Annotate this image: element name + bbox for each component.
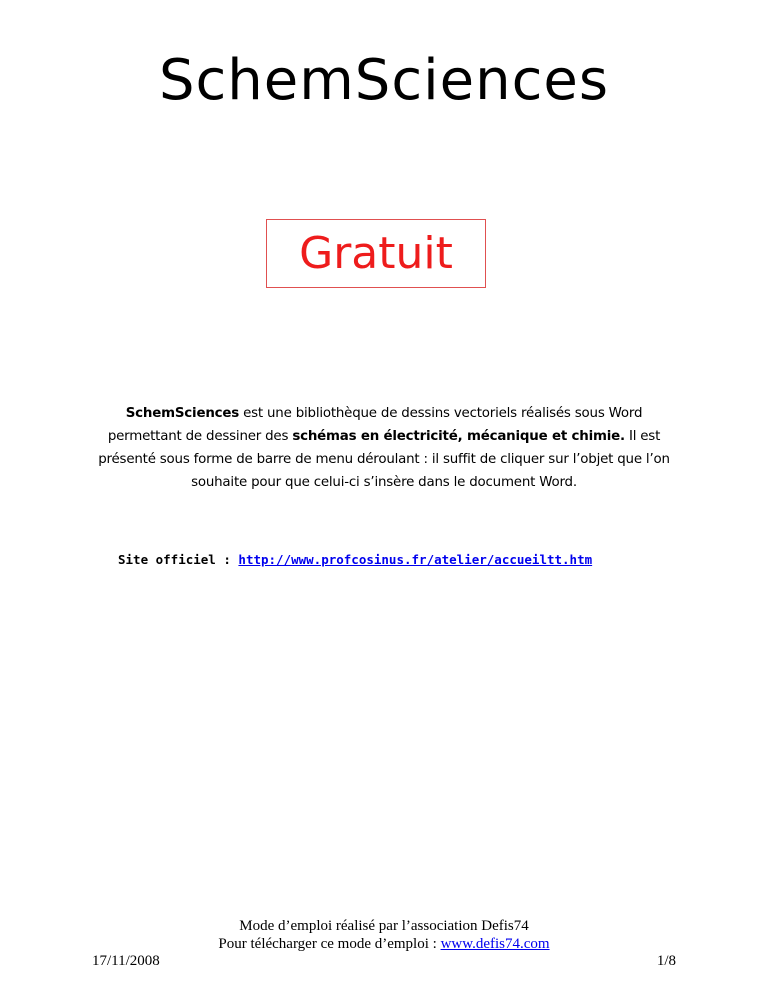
footer-download-link[interactable]: www.defis74.com <box>440 936 550 952</box>
footer-download-label: Pour télécharger ce mode d’emploi : <box>218 936 441 952</box>
footer-line-1: Mode d’emploi réalisé par l’association Defis74 <box>239 918 529 934</box>
footer-line-2 <box>0 935 768 953</box>
footer-credits <box>0 917 768 953</box>
site-label: Site officiel : <box>118 552 231 567</box>
product-name: SchemSciences <box>125 406 240 421</box>
page-number: 1/8 <box>656 953 676 969</box>
footer-date: 17/11/2008 <box>92 953 160 969</box>
description-text-2: Il est présenté sous forme de barre de menu déroulant : il suffit de cliquer sur l’objet que l’on souhaite pour que celui-ci s’insère dans le document Word. <box>98 429 670 490</box>
free-badge-label: Gratuit <box>299 228 453 279</box>
site-link[interactable]: http://www.profcosinus.fr/atelier/accueiltt.htm <box>238 552 593 567</box>
official-site <box>118 552 592 567</box>
description-paragraph <box>92 402 676 494</box>
description-highlight: schémas en électricité, mécanique et chimie. <box>292 429 625 444</box>
document-title: SchemSciences <box>158 48 610 113</box>
description-text-1: est une bibliothèque de dessins vectoriels réalisés sous Word permettant de dessiner des <box>107 406 643 444</box>
free-badge <box>266 219 486 288</box>
